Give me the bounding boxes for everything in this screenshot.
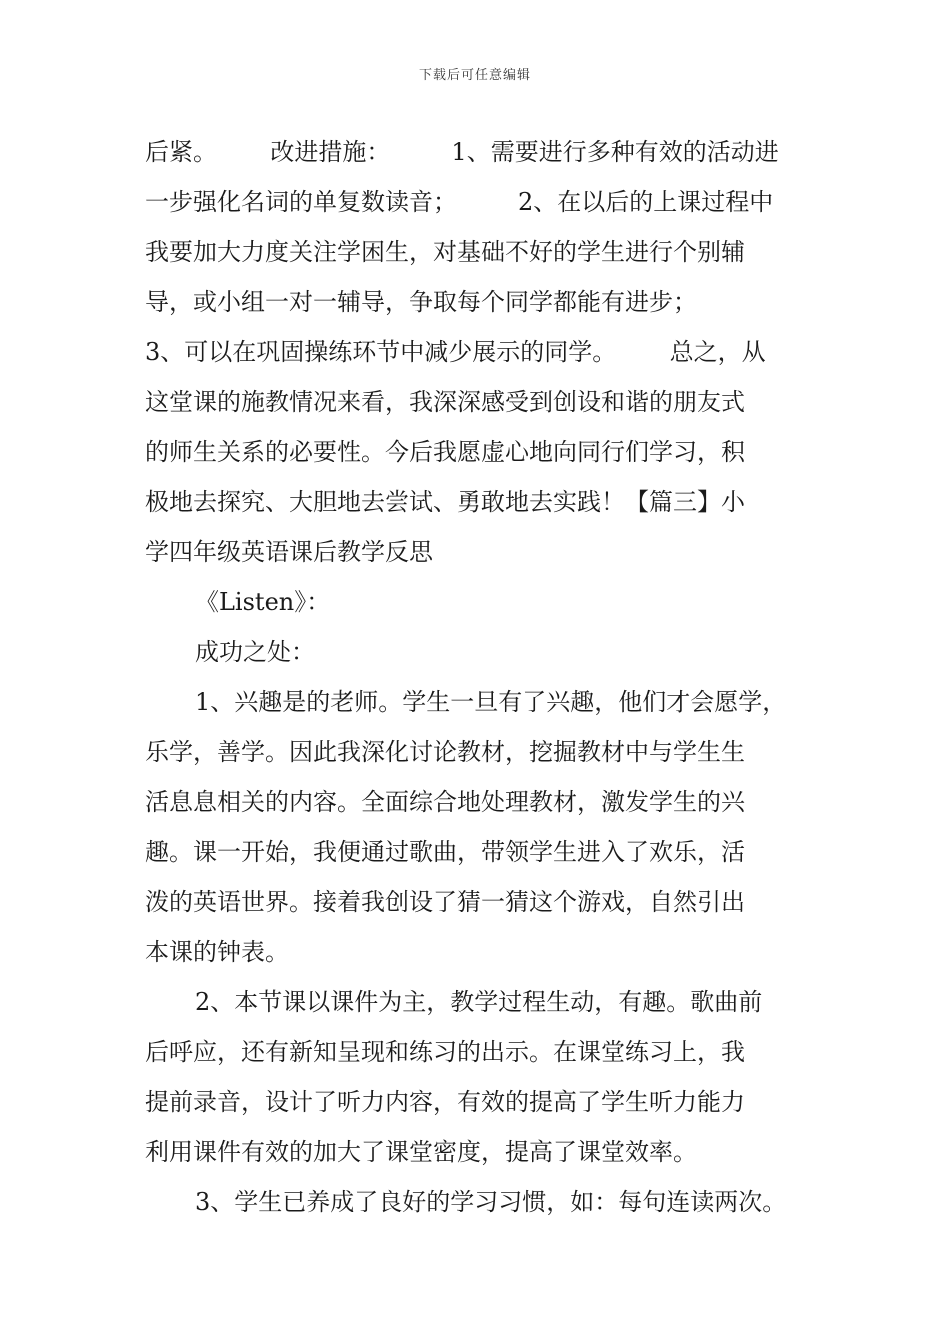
text-line: 趣。课一开始，我便通过歌曲，带领学生进入了欢乐，活 <box>145 838 745 866</box>
section-heading: 成功之处： <box>195 638 315 666</box>
text-line: 的师生关系的必要性。今后我愿虚心地向同行们学习，积 <box>145 438 745 466</box>
paragraph-start: 3、学生已养成了良好的学习习惯，如：每句连读两次。 <box>195 1188 787 1216</box>
text-line: 乐学，善学。因此我深化讨论教材，挖掘教材中与学生生 <box>145 738 745 766</box>
text-line: 泼的英语世界。接着我创设了猜一猜这个游戏，自然引出 <box>145 888 745 916</box>
listen-title-line: 《Listen》： <box>195 588 331 616</box>
text-line: 利用课件有效的加大了课堂密度，提高了课堂效率。 <box>145 1138 697 1166</box>
text-line: 后紧。 改进措施： 1、需要进行多种有效的活动进 <box>145 138 779 166</box>
text-line: 本课的钟表。 <box>145 938 289 966</box>
text-line: 一步强化名词的单复数读音； 2、在以后的上课过程中 <box>145 188 774 216</box>
text-line: 极地去探究、大胆地去尝试、勇敢地去实践！【篇三】小 <box>145 488 745 516</box>
text-line: 导，或小组一对一辅导，争取每个同学都能有进步； <box>145 288 697 316</box>
text-line: 提前录音，设计了听力内容，有效的提高了学生听力能力 <box>145 1088 745 1116</box>
text-line: 学四年级英语课后教学反思 <box>145 538 433 566</box>
text-line: 这堂课的施教情况来看，我深深感受到创设和谐的朋友式 <box>145 388 745 416</box>
text-line: 后呼应，还有新知呈现和练习的出示。在课堂练习上，我 <box>145 1038 745 1066</box>
text-line: 活息息相关的内容。全面综合地处理教材，激发学生的兴 <box>145 788 745 816</box>
text-line: 3、可以在巩固操练环节中减少展示的同学。 总之，从 <box>145 338 766 366</box>
text-line: 我要加大力度关注学困生，对基础不好的学生进行个别辅 <box>145 238 745 266</box>
paragraph-start: 1、兴趣是的老师。学生一旦有了兴趣，他们才会愿学， <box>195 688 787 716</box>
paragraph-start: 2、本节课以课件为主，教学过程生动，有趣。歌曲前 <box>195 988 763 1016</box>
page-header: 下载后可任意编辑 <box>418 68 531 83</box>
document-body <box>145 127 810 1227</box>
